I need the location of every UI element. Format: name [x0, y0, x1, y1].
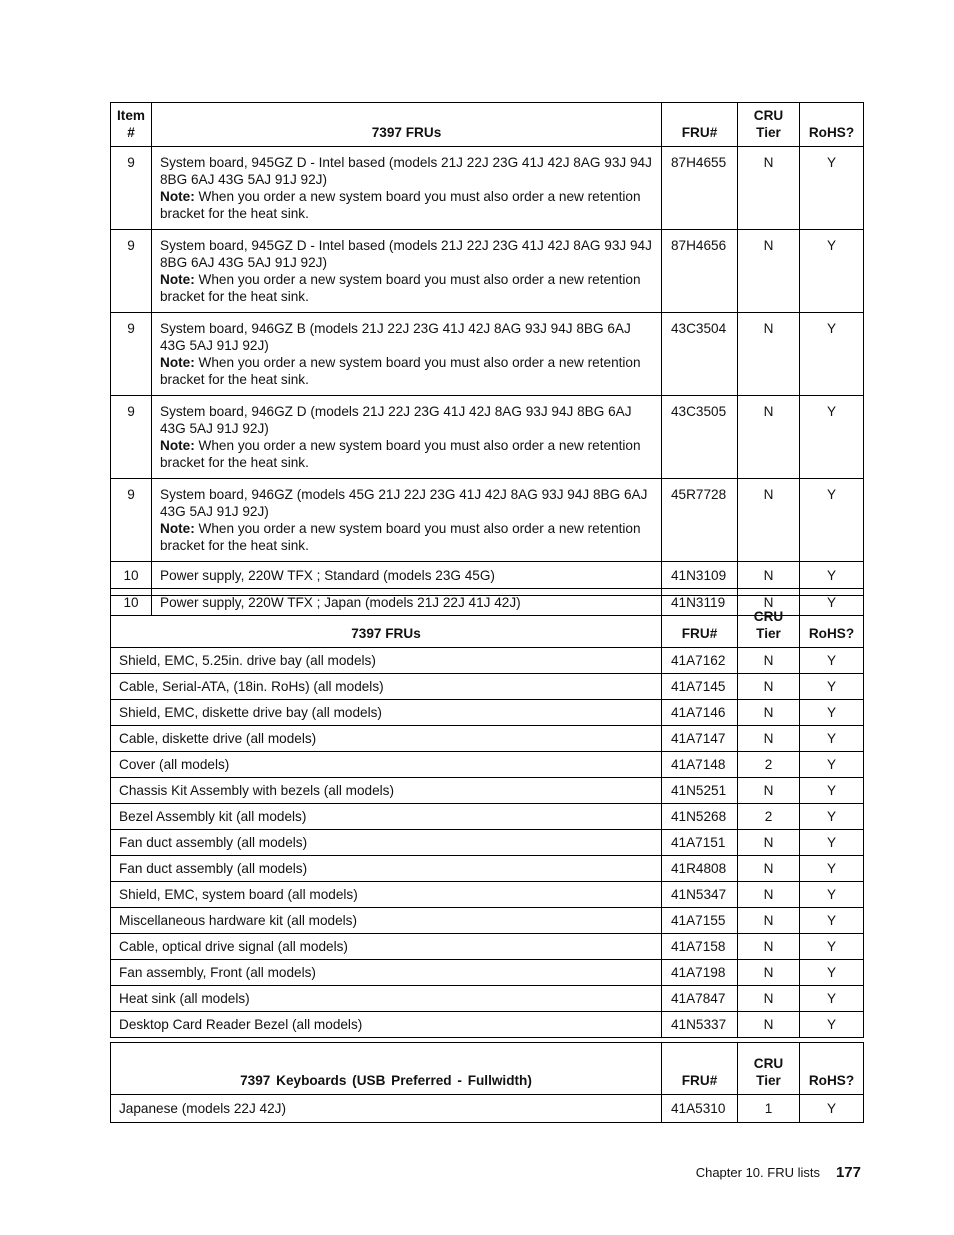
- rohs-status: Y: [800, 986, 864, 1012]
- rohs-status: Y: [800, 313, 864, 396]
- rohs-status: Y: [800, 804, 864, 830]
- rohs-status: Y: [800, 752, 864, 778]
- chapter-title: Chapter 10. FRU lists: [695, 1165, 820, 1180]
- cru-tier: N: [738, 934, 800, 960]
- part-description: Fan assembly, Front (all models): [111, 960, 662, 986]
- fru-number: 41A7847: [662, 986, 738, 1012]
- table-row: [111, 1012, 864, 1038]
- table-row: [111, 479, 864, 562]
- cru-tier: N: [738, 986, 800, 1012]
- note-text: When you order a new system board you must also order a new retention bracket for the heat sink.: [160, 272, 641, 304]
- part-description: Cable, optical drive signal (all models): [111, 934, 662, 960]
- fru-number: 41N5337: [662, 1012, 738, 1038]
- cru-tier: N: [738, 396, 800, 479]
- header-fru-number: FRU#: [662, 1043, 738, 1095]
- table-row: [111, 830, 864, 856]
- cru-tier: N: [738, 908, 800, 934]
- header-frus: 7397 FRUs: [111, 596, 662, 648]
- rohs-status: Y: [800, 700, 864, 726]
- part-description: Cable, diskette drive (all models): [111, 726, 662, 752]
- rohs-status: Y: [800, 562, 864, 589]
- header-fru-number: FRU#: [662, 103, 738, 147]
- rohs-status: Y: [800, 726, 864, 752]
- part-description: Shield, EMC, 5.25in. drive bay (all models): [111, 648, 662, 674]
- table-row: [111, 882, 864, 908]
- item-number: 9: [111, 479, 152, 562]
- fru-number: 41A7146: [662, 700, 738, 726]
- cru-tier: N: [738, 674, 800, 700]
- rohs-status: Y: [800, 589, 864, 616]
- item-number: 10: [111, 562, 152, 589]
- part-description: Fan duct assembly (all models): [111, 830, 662, 856]
- header-rohs: RoHS?: [800, 103, 864, 147]
- fru-number: 41A7158: [662, 934, 738, 960]
- note-text: When you order a new system board you must also order a new retention bracket for the heat sink.: [160, 355, 641, 387]
- rohs-status: Y: [800, 856, 864, 882]
- rohs-status: Y: [800, 882, 864, 908]
- table-row: [111, 804, 864, 830]
- header-cru-tier: CRU Tier: [738, 1043, 800, 1095]
- rohs-status: Y: [800, 934, 864, 960]
- cru-tier: N: [738, 648, 800, 674]
- part-description: Miscellaneous hardware kit (all models): [111, 908, 662, 934]
- fru-number: 41N5251: [662, 778, 738, 804]
- table-row: [111, 147, 864, 230]
- fru-number: 87H4655: [662, 147, 738, 230]
- cru-tier: N: [738, 589, 800, 616]
- fru-number: 43C3504: [662, 313, 738, 396]
- part-description: [152, 479, 662, 562]
- note-text: When you order a new system board you must also order a new retention bracket for the heat sink.: [160, 521, 641, 553]
- cru-tier: N: [738, 147, 800, 230]
- page-footer: [696, 1164, 861, 1181]
- cru-tier: N: [738, 1012, 800, 1038]
- item-number: 9: [111, 147, 152, 230]
- fru-number: 43C3505: [662, 396, 738, 479]
- description-text: System board, 945GZ D - Intel based (models 21J 22J 23G 41J 42J 8AG 93J 94J 8BG 6AJ 43G 5AJ 91J 92J): [160, 238, 652, 270]
- fru-number: 41A7145: [662, 674, 738, 700]
- fru-number: 41A7147: [662, 726, 738, 752]
- fru-number: 87H4656: [662, 230, 738, 313]
- fru-number: 41A5310: [662, 1095, 738, 1123]
- fru-number: 45R7728: [662, 479, 738, 562]
- rohs-status: Y: [800, 830, 864, 856]
- note-label: Note:: [160, 521, 195, 536]
- table-row: [111, 856, 864, 882]
- description-text: System board, 946GZ B (models 21J 22J 23G 41J 42J 8AG 93J 94J 8BG 6AJ 43G 5AJ 91J 92J): [160, 321, 631, 353]
- cru-tier: N: [738, 830, 800, 856]
- fru-table-keyboards: [110, 1042, 864, 1123]
- part-description: [152, 230, 662, 313]
- cru-tier: N: [738, 479, 800, 562]
- rohs-status: Y: [800, 960, 864, 986]
- cru-tier: N: [738, 882, 800, 908]
- cru-tier: N: [738, 230, 800, 313]
- table-row: [111, 313, 864, 396]
- fru-number: 41N3119: [662, 589, 738, 616]
- note-label: Note:: [160, 355, 195, 370]
- rohs-status: Y: [800, 479, 864, 562]
- fru-table-misc-parts: [110, 595, 864, 1038]
- part-description: Chassis Kit Assembly with bezels (all models): [111, 778, 662, 804]
- fru-number: 41N5347: [662, 882, 738, 908]
- description-text: Power supply, 220W TFX ; Japan (models 21J 22J 41J 42J): [160, 595, 521, 610]
- cru-tier: N: [738, 778, 800, 804]
- part-description: [152, 147, 662, 230]
- table-row: [111, 960, 864, 986]
- fru-number: 41A7155: [662, 908, 738, 934]
- note-label: Note:: [160, 438, 195, 453]
- part-description: Cover (all models): [111, 752, 662, 778]
- header-rohs: RoHS?: [800, 1043, 864, 1095]
- table-header-row: [111, 596, 864, 648]
- cru-tier: N: [738, 313, 800, 396]
- fru-number: 41N3109: [662, 562, 738, 589]
- part-description: Heat sink (all models): [111, 986, 662, 1012]
- part-description: [152, 313, 662, 396]
- table-header-row: [111, 103, 864, 147]
- cru-tier: N: [738, 960, 800, 986]
- description-text: Power supply, 220W TFX ; Standard (models 23G 45G): [160, 568, 495, 583]
- fru-table-system-boards: [110, 102, 864, 616]
- table-row: [111, 562, 864, 589]
- rohs-status: Y: [800, 147, 864, 230]
- part-description: [152, 396, 662, 479]
- header-fru-number: FRU#: [662, 596, 738, 648]
- part-description: Japanese (models 22J 42J): [111, 1095, 662, 1123]
- part-description: Desktop Card Reader Bezel (all models): [111, 1012, 662, 1038]
- part-description: Fan duct assembly (all models): [111, 856, 662, 882]
- cru-tier: N: [738, 856, 800, 882]
- item-number: 9: [111, 230, 152, 313]
- note-label: Note:: [160, 272, 195, 287]
- table-row: [111, 648, 864, 674]
- table-row: [111, 396, 864, 479]
- table-header-row: [111, 1043, 864, 1095]
- table-row: [111, 700, 864, 726]
- rohs-status: Y: [800, 778, 864, 804]
- table-row: [111, 752, 864, 778]
- header-frus: 7397 FRUs: [152, 103, 662, 147]
- header-cru-tier: CRU Tier: [738, 596, 800, 648]
- fru-number: 41A7148: [662, 752, 738, 778]
- table-row: [111, 230, 864, 313]
- table-row: [111, 934, 864, 960]
- fru-number: 41N5268: [662, 804, 738, 830]
- item-number: 9: [111, 313, 152, 396]
- fru-number: 41R4808: [662, 856, 738, 882]
- note-text: When you order a new system board you must also order a new retention bracket for the heat sink.: [160, 189, 641, 221]
- header-rohs: RoHS?: [800, 596, 864, 648]
- table-row: [111, 908, 864, 934]
- header-cru-tier: CRU Tier: [738, 103, 800, 147]
- rohs-status: Y: [800, 1012, 864, 1038]
- table-row: [111, 778, 864, 804]
- rohs-status: Y: [800, 1095, 864, 1123]
- rohs-status: Y: [800, 648, 864, 674]
- cru-tier: N: [738, 562, 800, 589]
- table-row: [111, 986, 864, 1012]
- rohs-status: Y: [800, 674, 864, 700]
- part-description: Cable, Serial-ATA, (18in. RoHs) (all models): [111, 674, 662, 700]
- cru-tier: N: [738, 726, 800, 752]
- fru-number: 41A7198: [662, 960, 738, 986]
- rohs-status: Y: [800, 908, 864, 934]
- table-row: [111, 674, 864, 700]
- header-item: Item #: [111, 103, 152, 147]
- description-text: System board, 945GZ D - Intel based (models 21J 22J 23G 41J 42J 8AG 93J 94J 8BG 6AJ 43G 5AJ 91J 92J): [160, 155, 652, 187]
- fru-number: 41A7162: [662, 648, 738, 674]
- description-text: System board, 946GZ (models 45G 21J 22J 23G 41J 42J 8AG 93J 94J 8BG 6AJ 43G 5AJ 91J 92J): [160, 487, 648, 519]
- part-description: [152, 562, 662, 589]
- part-description: Shield, EMC, diskette drive bay (all models): [111, 700, 662, 726]
- part-description: Shield, EMC, system board (all models): [111, 882, 662, 908]
- item-number: 9: [111, 396, 152, 479]
- rohs-status: Y: [800, 396, 864, 479]
- fru-number: 41A7151: [662, 830, 738, 856]
- cru-tier: N: [738, 700, 800, 726]
- note-text: When you order a new system board you must also order a new retention bracket for the heat sink.: [160, 438, 641, 470]
- table-row: [111, 1095, 864, 1123]
- page-number: 177: [835, 1164, 861, 1181]
- note-label: Note:: [160, 189, 195, 204]
- rohs-status: Y: [800, 230, 864, 313]
- part-description: Bezel Assembly kit (all models): [111, 804, 662, 830]
- cru-tier: 1: [738, 1095, 800, 1123]
- item-number: 10: [111, 589, 152, 616]
- header-frus: 7397 Keyboards (USB Preferred - Fullwidth): [111, 1043, 662, 1095]
- cru-tier: 2: [738, 804, 800, 830]
- cru-tier: 2: [738, 752, 800, 778]
- table-row: [111, 726, 864, 752]
- description-text: System board, 946GZ D (models 21J 22J 23G 41J 42J 8AG 93J 94J 8BG 6AJ 43G 5AJ 91J 92J): [160, 404, 632, 436]
